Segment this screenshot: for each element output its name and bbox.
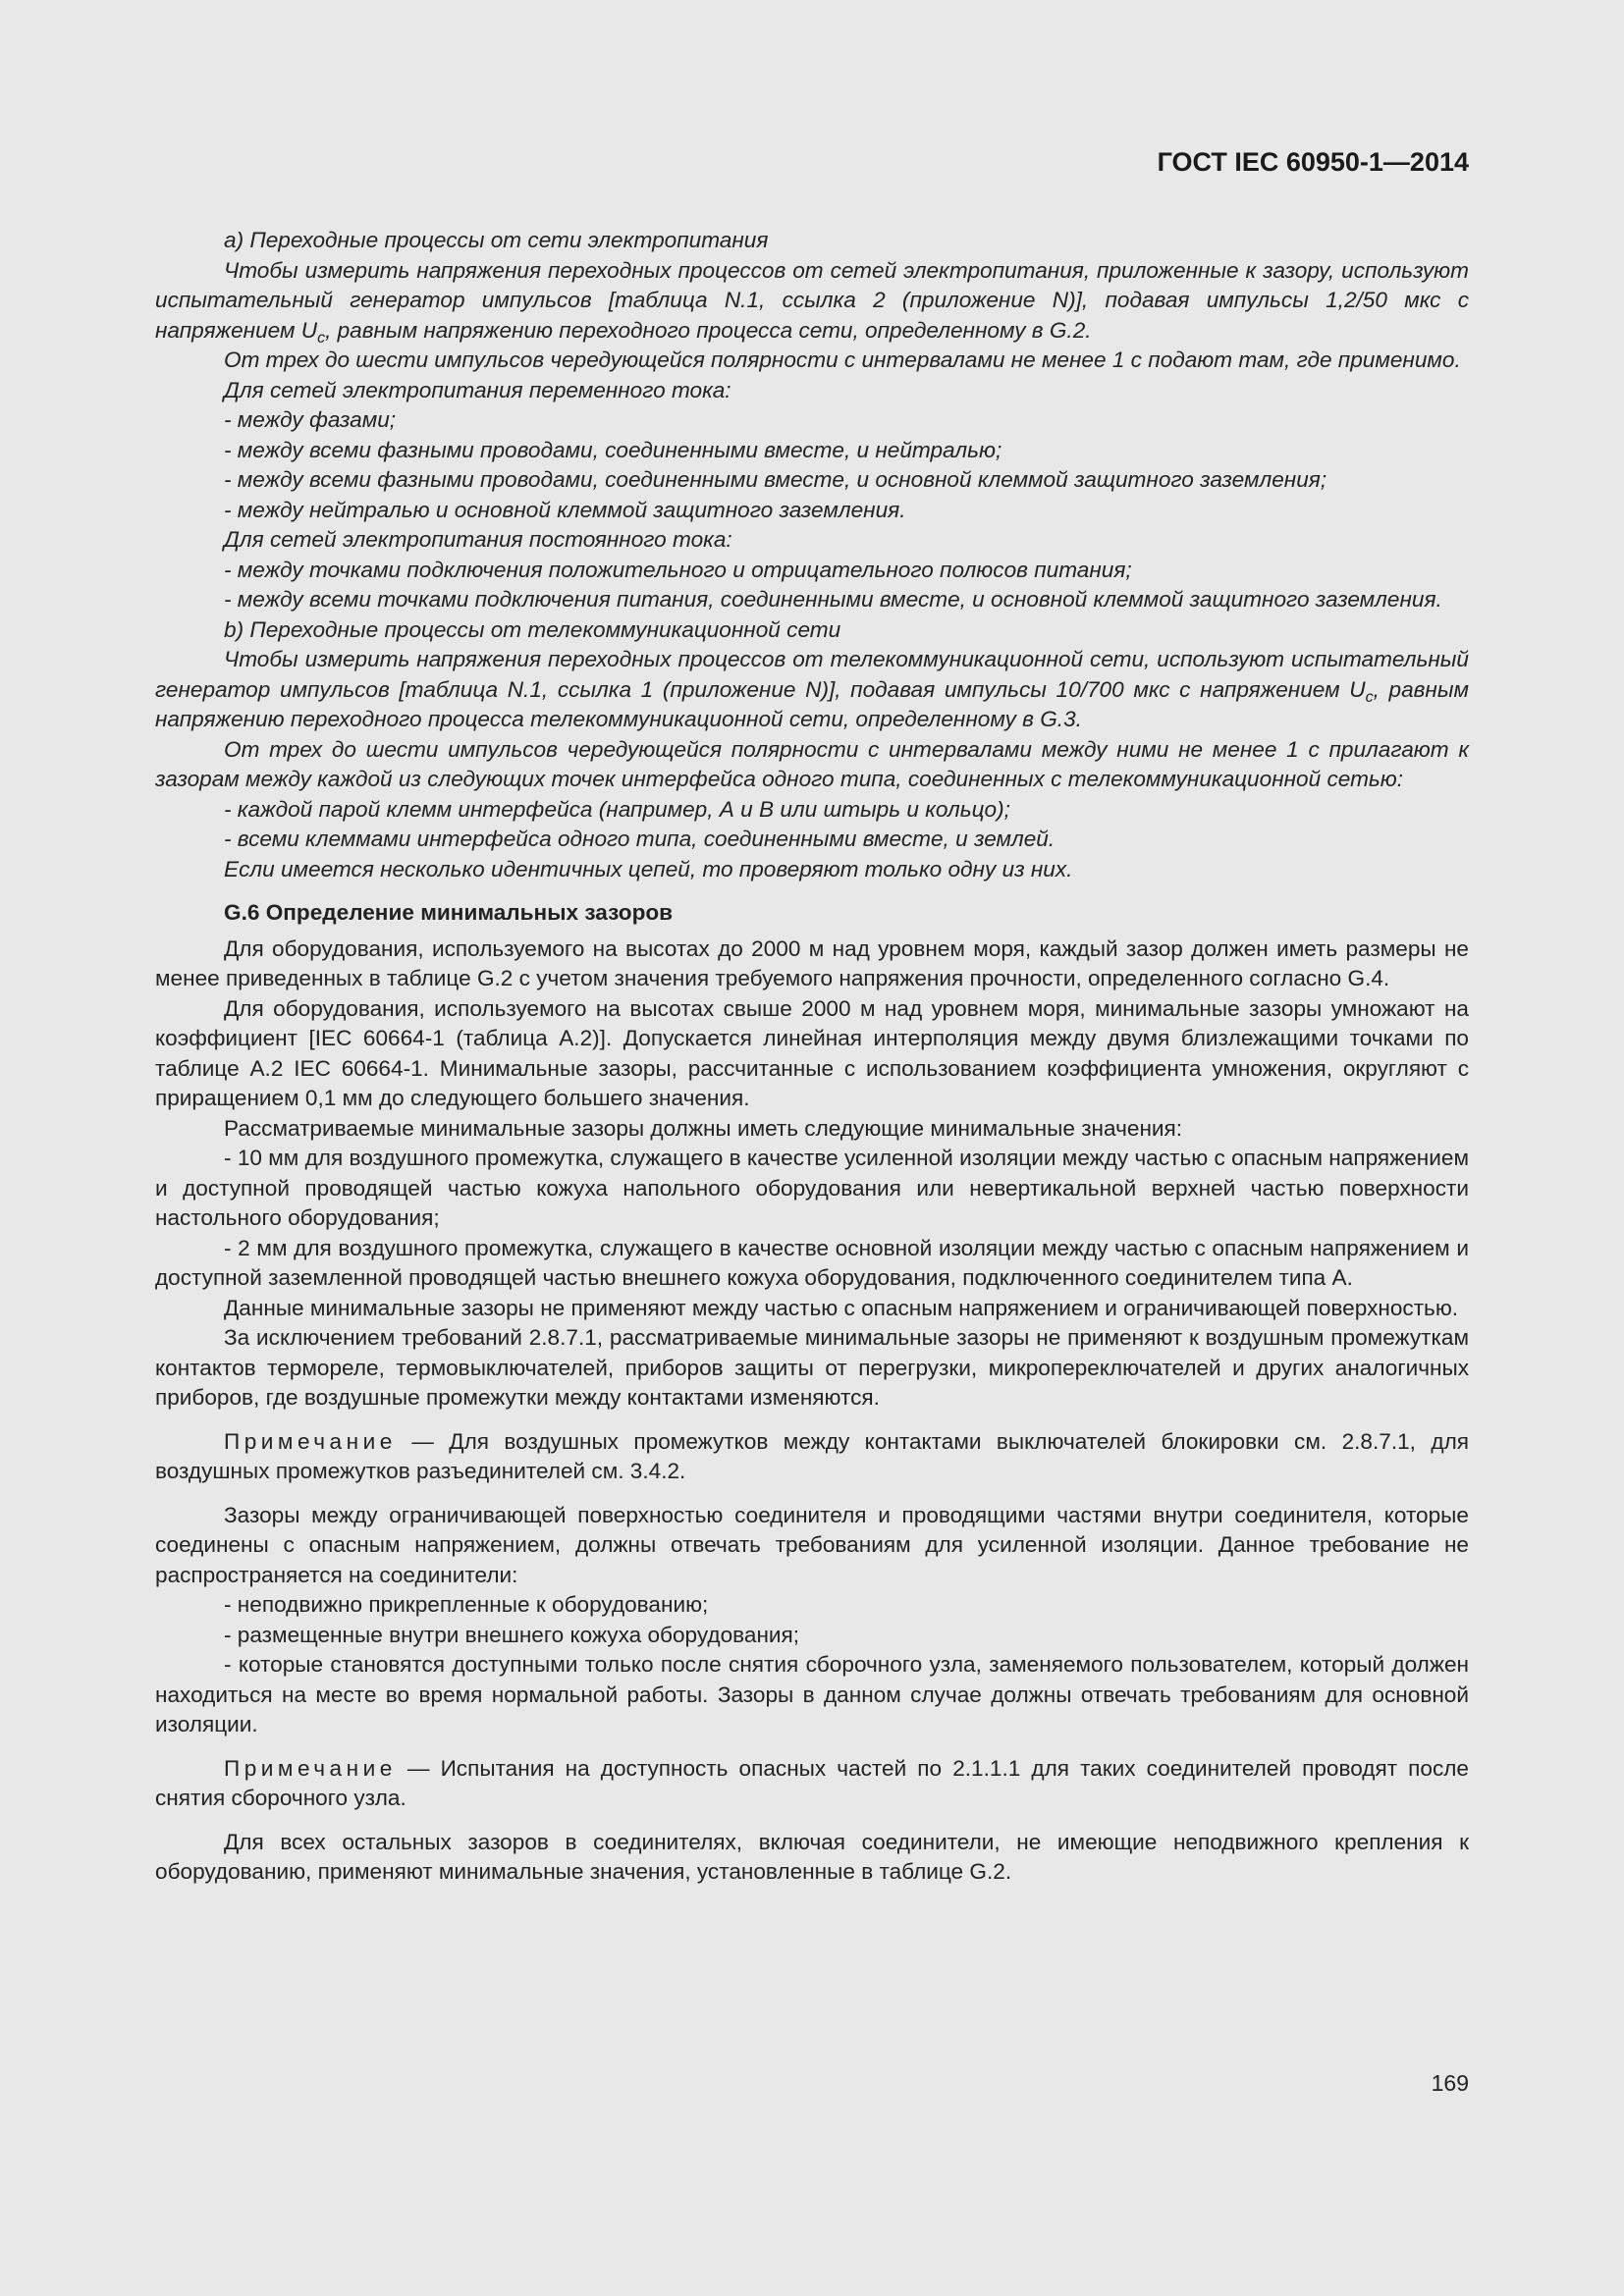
list-item: - размещенные внутри внешнего кожуха оборудования; [224, 1622, 800, 1647]
list-item: - которые становятся доступными только после снятия сборочного узла, заменяемого пользователем, который должен находиться на месте во время нормальной работы. Зазоры в данном случае должны отвечать требованиям для основной изоляции. [155, 1652, 1469, 1736]
list-item: - всеми клеммами интерфейса одного типа, соединенными вместе, и землей. [224, 827, 1056, 851]
note-label: Примечание [224, 1428, 397, 1454]
ac-networks-title: Для сетей электропитания переменного тока: [224, 377, 731, 402]
paragraph: Для оборудования, используемого на высотах до 2000 м над уровнем моря, каждый зазор должен иметь размеры не менее приведенных в таблице G.2 с учетом значения требуемого напряжения прочности, определенного согласно G.4. [155, 935, 1469, 990]
subsection-b-paragraph-3: Если имеется несколько идентичных цепей, то проверяют только одну из них. [224, 856, 1073, 881]
paragraph: Для оборудования, используемого на высотах свыше 2000 м над уровнем моря, минимальные зазоры умножают на коэффициент [IEC 60664-1 (таблица А.2)]. Допускается линейная интерполяция между двумя близлежащими точками по таблице А.2 IEC 60664-1. Минимальные зазоры, рассчитанные с использованием коэффициента умножения, округляют с приращением 0,1 мм до следующего большего значения. [155, 995, 1469, 1110]
paragraph: За исключением требований 2.8.7.1, рассматриваемые минимальные зазоры не применяют к воздушным промежуткам контактов термореле, термовыключателей, приборов защиты от перегрузки, микропереключателей и других аналогичных приборов, где воздушные промежутки между контактами изменяются. [155, 1325, 1469, 1410]
note-label: Примечание [224, 1755, 397, 1781]
text-run: Чтобы измерить напряжения переходных процессов от телекоммуникационной сети, используют испытательный генератор импульсов [таблица N.1, ссылка 1 (приложение N)], подавая импульсы 10/700 мкс с напряжением U [155, 647, 1469, 702]
list-item: - между всеми фазными проводами, соединенными вместе, и нейтралью; [224, 437, 1002, 462]
page-number: 169 [1431, 2070, 1469, 2096]
note-2 [155, 1754, 1469, 1814]
list-item: - между фазами; [224, 407, 397, 432]
list-item: - 10 мм для воздушного промежутка, служащего в качестве усиленной изоляции между частью с опасным напряжением и доступной проводящей частью кожуха напольного оборудования или невертикальной верхней частью поверхности настольного оборудования; [155, 1146, 1469, 1230]
paragraph: Рассматриваемые минимальные зазоры должны иметь следующие минимальные значения: [224, 1115, 1183, 1141]
list-item: - между всеми фазными проводами, соединенными вместе, и основной клеммой защитного заземления; [224, 467, 1327, 492]
section-g6-title: G.6 Определение минимальных зазоров [224, 900, 674, 925]
dc-networks-title: Для сетей электропитания постоянного тока: [224, 527, 732, 552]
text-run: , равным напряжению переходного процесса телекоммуникационной сети, определенному в G.3. [155, 676, 1469, 731]
list-item: - между точками подключения положительного и отрицательного полюсов питания; [224, 557, 1132, 582]
list-item: - неподвижно прикрепленные к оборудованию; [224, 1592, 709, 1617]
text-run: , равным напряжению переходного процесса сети, определенному в G.2. [325, 317, 1092, 343]
subsection-a-paragraph-2: От трех до шести импульсов чередующейся полярности с интервалами не менее 1 с подают там, где применимо. [224, 347, 1461, 372]
subsection-b-title: b) Переходные процессы от телекоммуникационной сети [224, 616, 841, 642]
list-item: - 2 мм для воздушного промежутка, служащего в качестве основной изоляции между частью с опасным напряжением и доступной заземленной проводящей частью внешнего кожуха оборудования, подключенного соединителем типа А. [155, 1235, 1469, 1290]
list-item: - каждой парой клемм интерфейса (например, А и В или штырь и кольцо); [224, 796, 1010, 822]
note-text: — Испытания на доступность опасных частей по 2.1.1.1 для таких соединителей проводят после снятия сборочного узла. [155, 1755, 1469, 1810]
subsection-b-paragraph-2: От трех до шести импульсов чередующейся полярности с интервалами между ними не менее 1 с прилагают к зазорам между каждой из следующих точек интерфейса одного типа, соединенных с телекоммуникационной сетью: [155, 736, 1469, 791]
paragraph: Зазоры между ограничивающей поверхностью соединителя и проводящими частями внутри соединителя, которые соединены с опасным напряжением, должны отвечать требованиям для усиленной изоляции. Данное требование не распространяется на соединители: [155, 1502, 1469, 1587]
subsection-a-title: а) Переходные процессы от сети электропитания [224, 228, 769, 252]
subscript: c [1365, 688, 1374, 706]
list-item: - между всеми точками подключения питания, соединенными вместе, и основной клеммой защитного заземления. [224, 587, 1442, 612]
text-run: Чтобы измерить напряжения переходных процессов от сетей электропитания, приложенные к зазору, используют испытательный генератор импульсов [таблица N.1, ссылка 2 (приложение N)], подавая импульсы 1,2/50 мкс с напряжением U [155, 257, 1469, 343]
subsection-b-paragraph-1 [155, 645, 1469, 735]
note-1 [155, 1427, 1469, 1487]
paragraph: Для всех остальных зазоров в соединителях, включая соединители, не имеющие неподвижного крепления к оборудованию, применяют минимальные значения, установленные в таблице G.2. [155, 1829, 1469, 1884]
page-content [155, 226, 1469, 1888]
paragraph: Данные минимальные зазоры не применяют между частью с опасным напряжением и ограничивающей поверхностью. [224, 1295, 1459, 1320]
note-text: — Для воздушных промежутков между контактами выключателей блокировки см. 2.8.7.1, для воздушных промежутков разъединителей см. 3.4.2. [155, 1428, 1469, 1483]
subscript: c [317, 329, 326, 347]
document-header: ГОСТ IEC 60950-1—2014 [1157, 147, 1469, 177]
subsection-a-paragraph-1 [155, 256, 1469, 347]
list-item: - между нейтралью и основной клеммой защитного заземления. [224, 497, 906, 522]
